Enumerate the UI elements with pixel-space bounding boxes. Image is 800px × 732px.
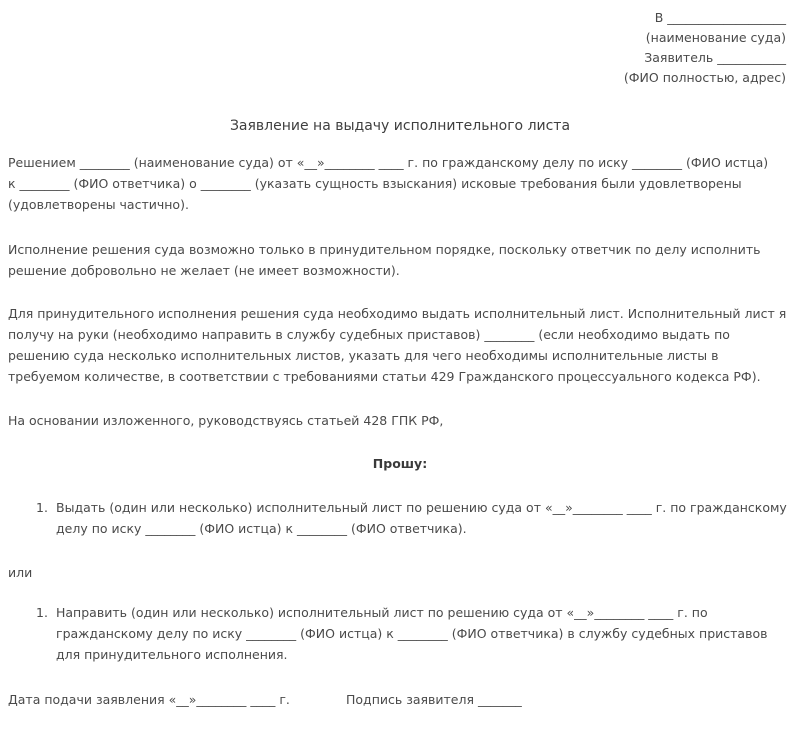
paragraph-line: Исполнение решения суда возможно только в принудительном порядке, поскольку ответчик по делу исполнить: [8, 242, 761, 257]
applicant-caption: (ФИО полностью, адрес): [623, 70, 786, 85]
court-line: В ___________________: [654, 10, 786, 25]
filing-date: Дата подачи заявления «__»________ ____ г.: [8, 692, 290, 707]
addressee-block: [576, 8, 786, 88]
item-line: делу по иску ________ (ФИО истца) к ________ (ФИО ответчика).: [56, 521, 467, 536]
paragraph-line: (удовлетворены частично).: [8, 197, 189, 212]
item-line: Выдать (один или несколько) исполнительный лист по решению суда от «__»________ ____ г. по гражданскому: [56, 500, 787, 515]
document-title: Заявление на выдачу исполнительного листа: [229, 118, 571, 134]
paragraph-basis: [8, 410, 796, 431]
paragraph-line: Для принудительного исполнения решения суда необходимо выдать исполнительный лист. Исполнительный лист я: [8, 306, 787, 321]
request-item-send: [36, 602, 796, 665]
paragraph-line: решение добровольно не желает (не имеет возможности).: [8, 263, 400, 278]
item-line: для принудительного исполнения.: [56, 647, 288, 662]
item-number: 1.: [36, 500, 48, 515]
paragraph-line: Решением ________ (наименование суда) от «__»________ ____ г. по гражданскому делу по иску ________ (ФИО истца): [8, 155, 769, 170]
item-line: Направить (один или несколько) исполнительный лист по решению суда от «__»________ ____ г. по: [56, 605, 708, 620]
or-separator: или: [8, 565, 33, 580]
paragraph-line: решению суда несколько исполнительных листов, указать для чего необходимы исполнительные листы в: [8, 348, 719, 363]
applicant-line: Заявитель ___________: [644, 50, 786, 65]
paragraph-decision: [8, 152, 796, 215]
paragraph-writ: [8, 303, 796, 387]
item-line: гражданскому делу по иску ________ (ФИО истца) к ________ (ФИО ответчика) в службу судебных приставов: [56, 626, 768, 641]
applicant-signature: Подпись заявителя _______: [346, 692, 522, 707]
paragraph-enforcement: [8, 239, 796, 281]
request-heading: Прошу:: [372, 456, 428, 471]
paragraph-line: к ________ (ФИО ответчика) о ________ (указать сущность взыскания) исковые требования были удовлетворены: [8, 176, 742, 191]
paragraph-line: требуемом количестве, в соответствии с требованиями статьи 429 Гражданского процессуального кодекса РФ).: [8, 369, 761, 384]
paragraph-line: получу на руки (необходимо направить в службу судебных приставов) ________ (если необходимо выдать по: [8, 327, 730, 342]
request-item-issue: [36, 497, 796, 539]
item-number: 1.: [36, 605, 48, 620]
paragraph-line: На основании изложенного, руководствуясь статьей 428 ГПК РФ,: [8, 413, 444, 428]
court-caption: (наименование суда): [645, 30, 786, 45]
